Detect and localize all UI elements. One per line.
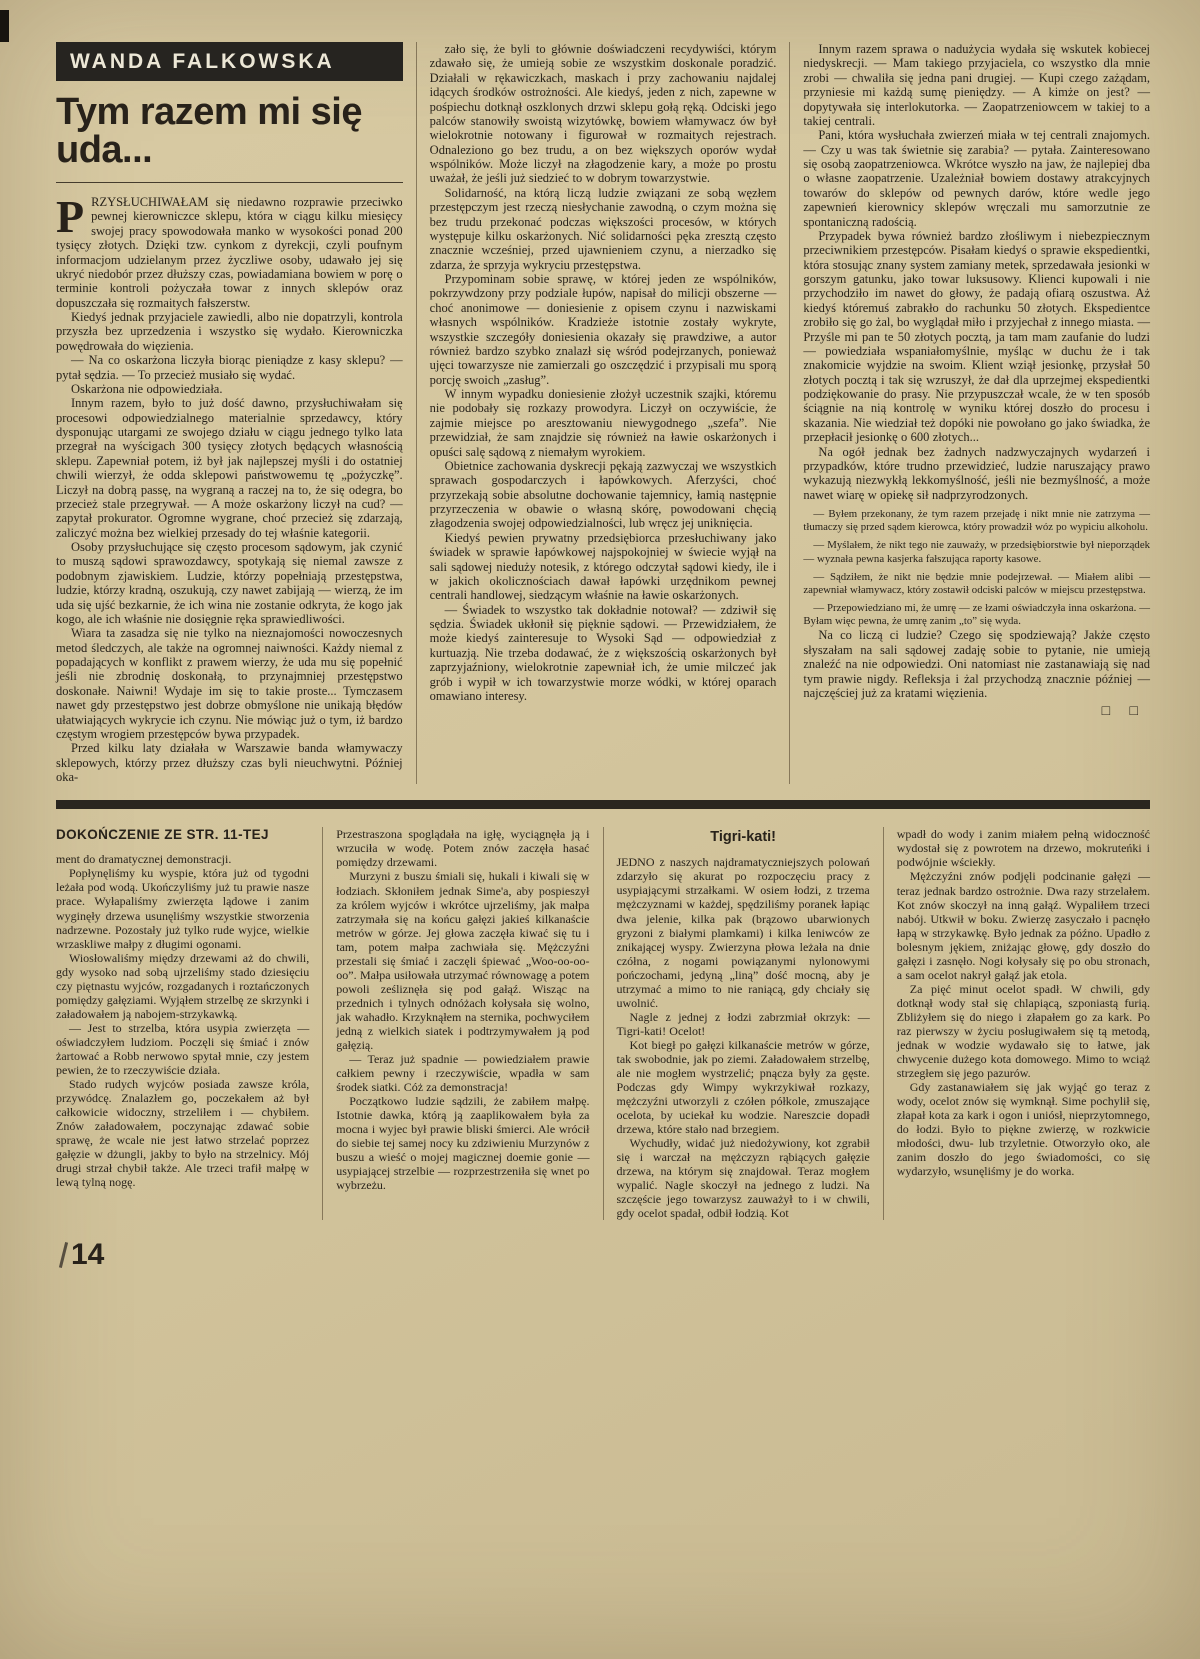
column-text [56, 310, 403, 784]
scan-artifact [0, 10, 9, 42]
paragraph: Innym razem sprawa o nadużycia wydała się wskutek kobiecej niedyskrecji. — Mam takiego przyjaciela, co wszystko dla mnie zrobi — chwaliła się jedna pani drugiej. — Kupi czego zażądam, przyniesie mi każdą sumę pieniędzy. — A kimże on jest? — dopytywała się interlokutorka. — Zaopatrzeniowcem w takiej to a takiej centrali. [803, 42, 1151, 128]
paragraph: — Byłem przekonany, że tym razem przejadę i nikt mnie nie zatrzyma — tłumaczy się przed sądem kierowca, który prowadził wóz po wypiciu alkoholu. [803, 508, 1151, 534]
paragraph: Przypominam sobie sprawę, w której jeden ze wspólników, pokrzywdzony przy podziale łupów, napisał do milicji obszerne — choć anonimowe — doniesienie z opisem czynu i nazwiskami własnych wspólników. Kradzieże istotnie zostały wykryte, wszystkie szczegóły doniesienia okazały się prawdziwe, a autor również bardzo szybko znalazł się wśród podejrzanych, ponieważ ujęci towarzysze nie zamierzali go oszczędzić i przypisali mu sporą porcję swoich „zasług”. [429, 272, 777, 387]
paragraph: W innym wypadku doniesienie złożył uczestnik szajki, któremu nie podobały się rozkazy prowodyra. Liczył on oczywiście, że zajmie miejsce po aresztowaniu niewygodnego „szefa”. Nie przewidział, że sam znajdzie się również na ławie oskarżonych i opuści salę sądową z niemałym wyrokiem. [429, 387, 777, 459]
paragraph: Popłynęliśmy ku wyspie, która już od tygodni leżała pod wodą. Ukończyliśmy już tu prawie nasze prace. Wyłapaliśmy zwierzęta lądowe i zanim wyginęły drzewa usunęliśmy wszystkie stworzenia nadrzewne. Pozostały już tylko rude wyjce, wielkie wrzaskliwe małpy z długimi ogonami. [56, 866, 310, 951]
paragraph: — Teraz już spadnie — powiedziałem prawie całkiem pewny i rzeczywiście, wpadła w sam środek siatki. Cóż za demonstracja! [336, 1051, 590, 1094]
paragraph: — Myślałem, że nikt tego nie zauważy, w przedsiębiorstwie był nieporządek — wyznała pewna kasjerka fałszująca raporty kasowe. [803, 539, 1151, 565]
continuation-column-3 [603, 827, 883, 1220]
column-text [430, 42, 777, 703]
main-article [56, 42, 1150, 784]
paragraph: Stado rudych wyjców posiada zawsze króla, przywódcę. Znalazłem go, poczekałem aż był całkowicie widoczny, strzeliłem i — chybiłem. Znów załadowałem, poczynając zdawać sobie sprawę, że wcale nie jest łatwo strzelać poprzez gałęzie w dżungli, jakby to było na strzelnicy. Mój drugi strzał chybił także. Ale trzeci trafił małpę w lewą tylną nogę. [56, 1076, 310, 1190]
column-text [617, 855, 870, 1220]
page-footer [56, 1240, 1150, 1270]
paragraph: Przypadek bywa również bardzo złośliwym i niebezpiecznym przeciwnikiem przestępców. Pisałam kiedyś o sprawie ekspedientki, która stosując znany system zamiany metek, sprzedawała jesionki w gorszym gatunku, jako towar luksusowy. Klienci kupowali i nie przychodziło im nawet do głowy, że padają ofiarą oszustwa. Aż kiedyś któremuś zabrakło do rachunku 50 złotych. Ekspedientce zrobiło się go żal, bo wyglądał miło i przyjechał z innego miasta. — Przyśle mi pan te 50 złotych pocztą, ja tam mam zaufanie do ludzi — powiedziała wspaniałomyślnie, myśląc w duchu że i tak znakomicie wyjdzie na swoim. Klient wziął jesionkę, przysłał 50 złotych pocztą i tak się wzruszył, że dał dla uprzejmej ekspedientki podziękowanie do prasy. Nie przypuszczał wcale, że w ten sposób ściągnie na nią kontrolę w wyniku której doszło do procesu i skazania. Nie wiedział też dopóki nie powołano go jako świadka, że przepłacił jesionkę o 600 złotych... [803, 228, 1151, 445]
paragraph: ment do dramatycznej demonstracji. [56, 852, 232, 867]
paragraph: — Przepowiedziano mi, że umrę — ze łzami oświadczyła inna oskarżona. — Byłam więc pewna, że umrę zanim „to” się wyda. [803, 602, 1151, 628]
paragraph: Kiedyś jednak przyjaciele zawiedli, albo nie dopatrzyli, kontrola przyszła bez uprzedzenia i wszystko się wydało. Kierowniczka powędrowała do więzienia. [56, 310, 403, 353]
continuation-column-4 [883, 827, 1150, 1220]
paragraph: — Świadek to wszystko tak dokładnie notował? — zdziwił się sędzia. Świadek ukłonił się pięknie sądowi. — Przewidziałem, że może kiedyś zainteresuje to Wysoki Sąd — odpowiedział z kurtuazją. Nie trzeba dodawać, że z większością oskarżonych był zaprzyjaźniony, wielokrotnie zapewniał ich, że umie milczeć jak grób i wypił w ich towarzystwie morze wódki, w której oparach omawiano interesy. [429, 602, 777, 703]
paragraph: Mężczyźni znów podjęli podcinanie gałęzi — teraz jednak bardzo ostrożnie. Dwa razy strzelałem. Kot znów skoczył na inną gałąź. Wypaliłem trzeci nabój. Utkwił w boku. Zwierzę zasyczało i pacnęło łapą w strzykawkę. Było jednak za późno. Upadło z bolesnym jękiem, zniżając głowę, gdy doszło do gałęzi i zasnęło. Nogi kołysały się po obu stronach, a sam ocelot nakrył gałąź jak etola. [896, 869, 1150, 982]
paragraph: Przestraszona spoglądała na igłę, wyciągnęła ją i wrzuciła w wodę. Potem znów zaczęła hasać pomiędzy drzewami. [336, 827, 590, 870]
continuation-column-1 [56, 827, 322, 1220]
author-banner [56, 42, 403, 81]
article-column-3 [789, 42, 1150, 784]
paragraph: Przed kilku laty działała w Warszawie banda włamywaczy sklepowych, którzy przez dłuższy czas byli nieuchwytni. Później oka- [56, 741, 403, 784]
paragraph: Solidarność, na którą liczą ludzie związani ze sobą węzłem przestępczym jest rzeczą niesłychanie zawodną, o czym można się bez trudu przekonać podczas większości procesów, w których występuje kilku oskarżonych. Nić solidarności pęka zresztą często znacznie wcześniej, przed ujawnieniem czynu, a nierzadko się zdarza, że sprzyja wykryciu przestępstwa. [429, 185, 777, 272]
lead-text: RZYSŁUCHIWAŁAM się niedawno rozprawie przeciwko pewnej kierowniczce sklepu, która w ciągu kilku miesięcy swojej pracy spowodowała manko w wysokości ponad 200 tysięcy złotych. Dzięki tzw. cynkom z dyrekcji, czyli poufnym informacjom udzielanym przez życzliwe osoby, udawało jej się ukryć niedobór przez dłuższy czas, powiadamiana bowiem w porę o terminie kontroli pożyczała towar z innych sklepów oraz dopuszczała się rozmaitych fałszerstw. [56, 195, 403, 310]
paragraph: Na ogół jednak bez żadnych nadzwyczajnych wydarzeń i przypadków, które trudno przewidzieć, ludzie naruszający prawo wykazują niezwykłą lekkomyślność, jeśli nie bezmyślność, a może nawet wiarę w opiekę sił nadprzyrodzonych. [803, 444, 1151, 502]
article-title: Tym razem mi się uda... [56, 93, 403, 183]
paragraph: Innym razem, było to już dość dawno, przysłuchiwałam się procesowi odpowiedzialnego materialnie sprzedawcy, który dysponując utargami ze swojego działu w ciągu jednego tylko lata przegrał na wyścigach 300 tysięcy złotych będących własnością sklepu. Zapewniał potem, iż był jak najlepszej myśli i do ostatniej chwili wierzył, że odda sklepowi państwowemu tę „pożyczkę”. Liczył na dobrą passę, na wygraną a raczej na to, że się odegra, bo przecież stale przegrywał. — A może oskarżony liczył na cud? — zapytał prokurator. Ogromne wygrane, choć przecież się zdarzają, zaliczyć można bez wielkiej przesady do tej właśnie kategorii. [56, 396, 403, 540]
article-column-2 [416, 42, 790, 784]
paragraph: — Jest to strzelba, która usypia zwierzęta — oświadczyłem ludziom. Poczęli się śmiać i znów żartować a Robb nerwowo spytał mnie, czy jestem pewien, że to rzeczywiście działa. [56, 1020, 310, 1077]
article-column-1 [56, 42, 416, 784]
author-name: WANDA FALKOWSKA [70, 50, 335, 73]
paragraph: Wychudły, widać już niedożywiony, kot zgrabił się i warczał na mężczyzn rąbiących gałęzie drzewa, na którym się znajdował. Teraz mogłem wypalić. Nagle skoczył na jednego z ludzi. Na szczęście jego towarzysz zauważył to i w chwili, gdy ocelot spadał, odbił łodzią. Kot [616, 1136, 870, 1221]
paragraph: Osoby przysłuchujące się często procesom sądowym, jak czynić to muszą sądowi sprawozdawcy, spotykają się niemal zawsze z podobnym zjawiskiem. Ludzie, którzy popełniają przestępstwa, ludzie, którzy kradną, oszukują, czy nawet zabijają — wierzą, że im uda się ujść bezkarnie, że ich wina nie zostanie odkryta, że kogo jak kogo, ale ich właśnie nie dosięgnie ręka sprawiedliwości. [56, 540, 403, 626]
column-text [336, 827, 589, 1192]
paragraph: Kiedyś pewien prywatny przedsiębiorca przesłuchiwany jako świadek w sprawie łapówkowej najspokojniej w świecie wyjął na sali sądowej nieduży notesik, z którego odczytał sądowi kiedy, ile i w jakich okolicznościach dawał łapówki urzędnikom pewnej centrali handlowej, siedzącym właśnie na ławie oskarżonych. [429, 530, 777, 603]
page-number: 14 [71, 1238, 105, 1272]
paragraph: Nagle z jednej z łodzi zabrzmiał okrzyk: — Tigri-kati! Ocelot! [616, 1009, 870, 1038]
end-of-article-marks: □ □ [1101, 704, 1147, 720]
continuation-section [56, 827, 1150, 1220]
paragraph: Wiosłowaliśmy między drzewami aż do chwili, gdy wysoko nad sobą ujrzeliśmy stado dziesięciu czy piętnastu wyjców, rozgadanych i roztańczonych pomiędzy gałęziami. Wyjąłem strzelbę ze skrzynki i załadowałem ją nabojem-strzykawką. [56, 950, 310, 1021]
paragraph: — Sądziłem, że nikt nie będzie mnie podejrzewał. — Miałem alibi — zapewniał włamywacz, który zostawił odciski palców w miejscu przestępstwa. [803, 570, 1151, 596]
paragraph: Na co liczą ci ludzie? Czego się spodziewają? Jakże często słyszałam na sali sądowej zadaję sobie to pytanie, nie umieją znaleźć na nie odpowiedzi. Oni natomiast nie zastanawiają się nad tym prawie nigdy. Refleksja i żal przychodzą znacznie później — najczęściej już za kratami więzienia. [803, 628, 1151, 700]
column-text [897, 827, 1150, 1178]
paragraph: Oskarżona nie odpowiedziała. [71, 381, 223, 396]
paragraph: Gdy zastanawiałem się jak wyjąć go teraz z wody, ocelot znów się wymknął. Sime pochylił się, złapał kota za kark i ogon i uniósł, nieprzytomnego, do łodzi. Było to piękne zwierzę, w rozkwicie młodości, dwu- lub trzyletnie. Otworzyło oko, ale zanim doszło do jego świadomości, co się wydarzyło, wsunęliśmy je do worka. [896, 1079, 1150, 1179]
pen-mark [59, 1242, 68, 1268]
drop-cap: P [56, 191, 85, 242]
paragraph: zało się, że byli to głównie doświadczeni recydywiści, którym zdawało się, że umieją sobie ze wszystkim doskonale poradzić. Działali w rękawiczkach, maskach i przy zachowaniu najdalej idących środków ostrożności. Ale kiedyś, jeden z nich, zapewne w pośpiechu dotknął oszklonych drzwi sklepu gołą ręką. Odciski jego palców stanowiły swoistą wizytówkę, bowiem włamywacz ów był wielokrotnie notowany i figurował w rozmaitych rejestrach. Odnaleziono go bez trudu, a on bez większych oporów wydał wspólników. Może liczył na złagodzenie kary, a może po prostu uważał, że jeśli już siedzieć to w dobrym towarzystwie. [429, 42, 777, 186]
paragraph: Za pięć minut ocelot spadł. W chwili, gdy dotknął wody stał się chlapiącą, szponiastą furią. Zbliżyłem się do niego i złapałem go za kark. Po raz pierwszy w życiu posługiwałem się tą metodą, jednak w wodzie wydawało się to łatwe, jak chwycenie dużego kota domowego. Mimo to wciąż strzegłem się jego pazurów. [896, 981, 1150, 1080]
column-text [803, 628, 1150, 700]
paragraph: Pani, która wysłuchała zwierzeń miała w tej centrali znajomych. — Czy u was tak świetnie się zarabia? — pytała. Zainteresowano się osobą zaopatrzeniowca. Wkrótce wyszło na jaw, że najlepiej dba o własne zaopatrzenie. Uzależniał bowiem dostawy atrakcyjnych towarów do sklepów od pewnych darów, które wedle jego zapewnień kierownicy sklepów wręczali mu samorzutnie ze spontaniczną radością. [803, 128, 1151, 229]
paragraph: — Na co oskarżona liczyła biorąc pieniądze z kasy sklepu? — pytał sędzia. — To przecież musiało się wydać. [56, 353, 403, 382]
tigri-kati-heading: Tigri-kati! [710, 829, 777, 846]
paragraph: JEDNO z naszych najdramatyczniejszych polowań zdarzyło się akurat po rozpoczęciu pracy z usypiającymi strzałkami. W osiem łodzi, z trzema mężczyznami w każdej, spędziliśmy poranek łapiąc dwa jelenie, kilka pak (brązowo ubarwionych gryzoni z białymi plamkami) i kilka leniwców ze znikającej wyspy. Zwierzyna płowa leżała na dnie czółna, z nogami powiązanymi nylonowymi pończochami, jedyną „liną” dość mocną, aby je utrzymać a mimo to nie raniącą, gdy chciały się uwolnić. [616, 855, 870, 1010]
paragraph: Obietnice zachowania dyskrecji pękają zazwyczaj we wszystkich sprawach gospodarczych i łapówkowych. Aferzyści, choć przyrzekają sobie absolutne dochowanie tajemnicy, łamią następnie przyrzeczenia w obawie o własną skórę, powodowani chęcią złagodzenia swojej odpowiedzialności, lub wręcz jej uniknięcia. [429, 458, 777, 531]
paragraph: Wiara ta zasadza się nie tylko na nieznajomości nowoczesnych metod śledczych, ale także na ogromnej naiwności. Każdy niemal z popadających w konflikt z prawem wierzy, że uda mu się popełnić jeśli nie zbrodnię doskonałą, to przynajmniej przestępstwo doskonałe. Naiwni! Wydaje im się to takie proste... Tymczasem nawet gdy przestępstwo jest dobrze obmyślone nie unikają błędów ułatwiających wykrycie ich czynu. Nie mówiąc już o tym, iż bardzo częstym wrogiem przestępców bywa przypadek. [56, 626, 403, 741]
continuation-header: DOKOŃCZENIE ZE STR. 11-TEJ [56, 827, 269, 843]
continuation-column-2 [322, 827, 602, 1220]
column-text [803, 42, 1150, 502]
paragraph: Kot biegł po gałęzi kilkanaście metrów w górze, tak swobodnie, jak po ziemi. Załadowałem strzelbę, ale nie mogłem wystrzelić; pnącza były za gęste. Podczas gdy Wimpy wykrzykiwał rozkazy, mężczyźni utworzyli z czółen półkole, zmuszające ocelota, by uciekał ku wodzie. Nareszcie dopadł drzewa, które stało nad brzegiem. [616, 1037, 870, 1136]
lead-paragraph [56, 191, 403, 310]
paragraph: Murzyni z buszu śmiali się, hukali i kiwali się w łodziach. Skłoniłem jednak Sime'a, aby pospieszył za królem wyjców i wkrótce ujrzeliśmy, jak małpa zatrzymała się na końcu gałęzi jakieś kilkanaście metrów w górze. Jej głowa zaczęła kiwać się tu i tam, potem małpa zachwiała się. Mężczyźni przestali się śmiać i zaczęli śpiewać „Woo-oo-oo-oo”. Małpa usiłowała utrzymać równowagę a potem powoli ześliznęła się pod gałąź. Wisząc na przednich i tylnych odnóżach kołysała się wolno, jak wahadło. Krzyknąłem na sternika, pochwyciłem jedną z wielkich siatek i podtrzymywałem ją pod gałęzią. [336, 869, 590, 1052]
paragraph: Początkowo ludzie sądzili, że zabiłem małpę. Istotnie dawka, którą ją zaaplikowałem była za mocna i wyjec był prawie bliski śmierci. Ale wrócił do siebie tej samej nocy ku zdziwieniu Murzynów z buszu a wieść o mojej magicznej doemie gonie — usypiającej strzelbie — rozprzestrzeniła się wnet po wybrzeżu. [336, 1093, 590, 1193]
section-divider [56, 800, 1150, 809]
testimonies-block [803, 508, 1150, 628]
paragraph: wpadł do wody i zanim miałem pełną widoczność wydostał się z powrotem na drzewo, mokruteńki i podwójnie wściekły. [896, 827, 1150, 870]
column-text [56, 852, 309, 1189]
